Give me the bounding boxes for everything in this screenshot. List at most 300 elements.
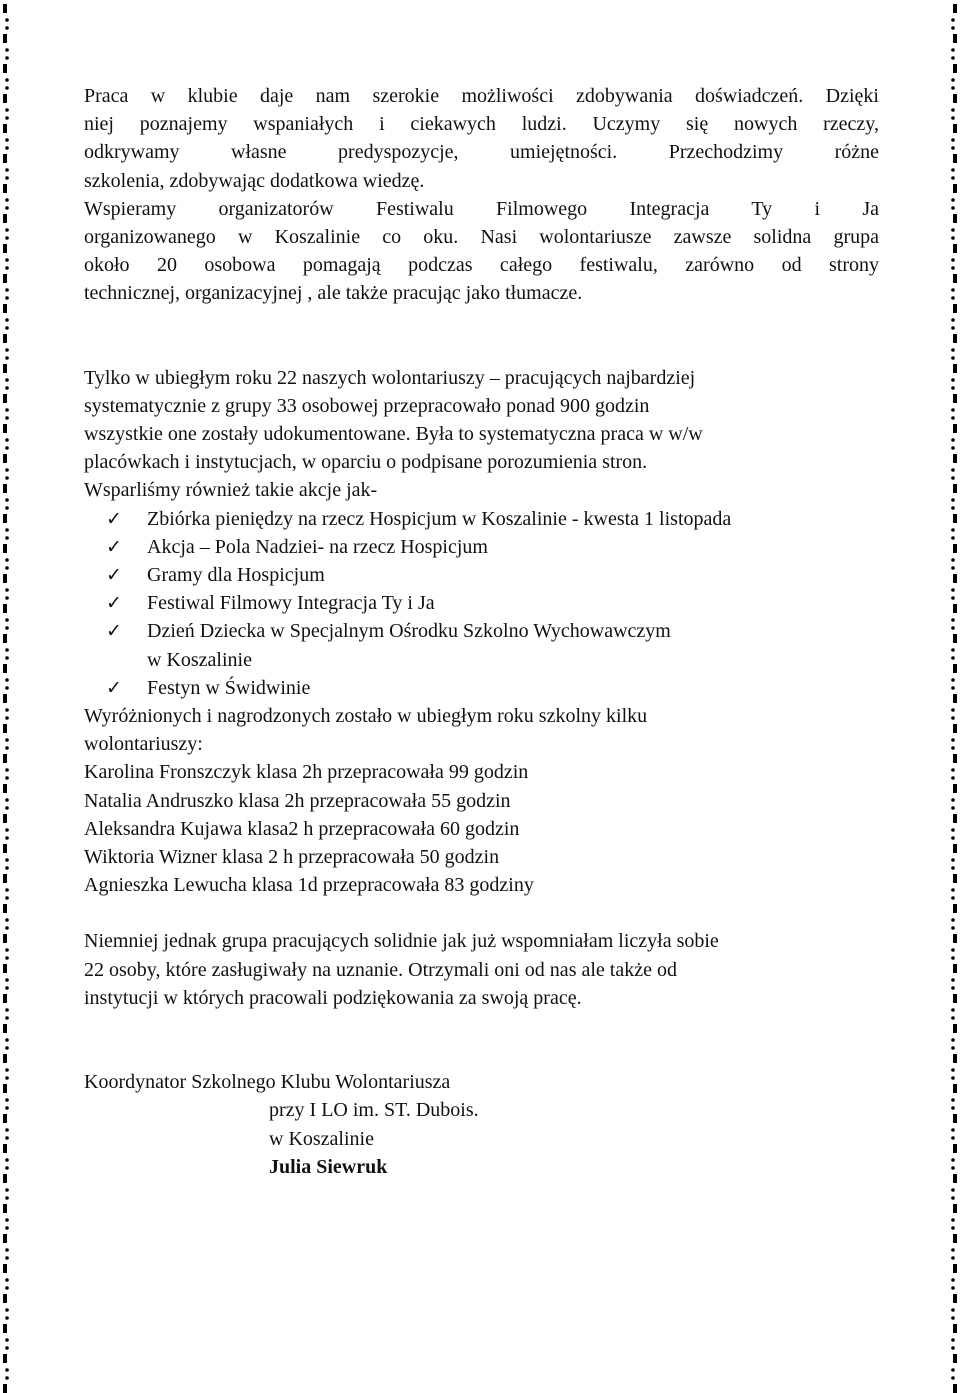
border-ornament [951,836,955,840]
border-ornament [953,874,957,883]
border-ornament [951,798,955,802]
border-ornament [953,634,957,643]
border-ornament [951,1068,955,1072]
border-ornament [953,1384,957,1393]
border-ornament [951,48,955,52]
border-ornament [5,716,9,720]
border-ornament [951,708,955,712]
text-line: 22 osoby, które zasługiwały na uznanie. Otrzymali oni od nas ale także od [84,958,677,981]
border-ornament [3,604,7,613]
checkmark-icon: ✓ [106,564,122,587]
border-ornament [951,596,955,600]
text-line: Niemniej jednak grupa pracujących solidnie jak już wspomniałam liczyła sobie [84,930,719,953]
list-item-text-continued: w Koszalinie [147,648,252,671]
border-ornament [953,754,957,763]
border-ornament [951,1076,955,1080]
border-ornament [951,1338,955,1342]
border-ornament [951,1226,955,1230]
border-ornament [3,1354,7,1363]
border-ornament [5,438,9,442]
border-ornament [953,1084,957,1093]
border-ornament [953,994,957,1003]
border-ornament [5,506,9,510]
volunteer-list [84,758,879,899]
border-ornament [5,26,9,30]
border-ornament [951,1278,955,1282]
border-ornament [953,514,957,523]
text-line: instytucji w których pracowali podziękowania za swoją pracę. [84,986,582,1009]
border-ornament [953,694,957,703]
border-ornament [953,1324,957,1333]
border-ornament [3,484,7,493]
border-ornament [951,378,955,382]
border-ornament [951,648,955,652]
border-ornament [3,364,7,373]
border-ornament [951,1188,955,1192]
border-ornament [951,1136,955,1140]
border-ornament [5,138,9,142]
border-ornament [5,378,9,382]
border-ornament [5,678,9,682]
border-ornament [951,506,955,510]
border-ornament [953,1024,957,1033]
border-ornament [953,214,957,223]
border-ornament [951,566,955,570]
text-line: Wyróżnionych i nagrodzonych zostało w ubiegłym roku szkolny kilku [84,705,648,728]
border-ornament [5,686,9,690]
border-ornament [951,26,955,30]
border-ornament [5,498,9,502]
border-ornament [951,468,955,472]
border-ornament [951,498,955,502]
text-line: organizowanego w Koszalinie co oku. Nasi wolontariusze zawsze solidna grupa [84,226,879,249]
border-ornament [951,138,955,142]
border-ornament [5,446,9,450]
border-ornament [951,408,955,412]
border-ornament [5,1098,9,1102]
border-ornament [5,206,9,210]
border-ornament [951,86,955,90]
border-ornament [3,874,7,883]
border-ornament [951,626,955,630]
border-ornament [951,528,955,532]
border-ornament [5,866,9,870]
border-ornament [3,1174,7,1183]
border-ornament [953,964,957,973]
border-ornament [5,1376,9,1380]
border-ornament [953,454,957,463]
border-ornament [951,1038,955,1042]
border-ornament [951,948,955,952]
border-ornament [953,904,957,913]
border-ornament [953,244,957,253]
text-line: technicznej, organizacyjnej , ale także pracując jako tłumacze. [84,282,583,305]
border-ornament [951,768,955,772]
border-ornament [5,318,9,322]
border-ornament [951,1256,955,1260]
border-ornament [951,776,955,780]
border-ornament [951,266,955,270]
border-ornament [5,1046,9,1050]
border-ornament [5,828,9,832]
border-ornament [5,258,9,262]
actions-checklist [84,505,879,702]
border-ornament [5,1316,9,1320]
paragraph-last-year-work [84,364,879,505]
text-line: Wsparliśmy również takie akcje jak- [84,479,378,502]
border-ornament [953,64,957,73]
border-ornament [951,618,955,622]
border-ornament [5,356,9,360]
border-ornament [951,1158,955,1162]
border-ornament [951,588,955,592]
border-ornament [3,694,7,703]
border-ornament [951,656,955,660]
paragraph-club-experience [84,82,879,308]
border-ornament [953,1264,957,1273]
border-ornament [3,94,7,103]
border-ornament [951,716,955,720]
border-ornament [5,1346,9,1350]
border-ornament [953,484,957,493]
border-ornament [5,288,9,292]
border-ornament [951,258,955,262]
list-item [84,505,879,533]
border-ornament [5,918,9,922]
border-ornament [3,124,7,133]
border-ornament [5,1226,9,1230]
border-ornament [3,904,7,913]
border-ornament [953,1114,957,1123]
border-ornament [5,468,9,472]
border-ornament [5,986,9,990]
border-ornament [5,348,9,352]
text-line: odkrywamy własne predyspozycje, umiejętności. Przechodzimy różne [84,141,879,164]
list-item [84,561,879,589]
border-ornament [3,994,7,1003]
border-ornament [5,146,9,150]
text-line: wolontariuszy: [84,733,203,756]
border-ornament [951,1248,955,1252]
volunteer-entry: Natalia Andruszko klasa 2h przepracowała 55 godzin [84,789,511,812]
text-line: Praca w klubie daje nam szerokie możliwości zdobywania doświadczeń. Dzięki [84,85,879,107]
list-item [84,589,879,617]
border-ornament [951,806,955,810]
border-ornament [3,64,7,73]
border-ornament [5,536,9,540]
border-ornament [5,626,9,630]
border-ornament [953,304,957,313]
border-ornament [951,416,955,420]
border-ornament [951,828,955,832]
signature-role: Koordynator Szkolnego Klubu Wolontariusza [84,1071,451,1094]
border-ornament [951,1046,955,1050]
border-ornament [5,1248,9,1252]
border-ornament [953,154,957,163]
border-ornament [3,1384,7,1393]
border-ornament [5,86,9,90]
border-ornament [951,1106,955,1110]
border-ornament [5,296,9,300]
border-ornament [5,416,9,420]
border-ornament [5,408,9,412]
border-ornament [951,296,955,300]
border-ornament [951,176,955,180]
checkmark-icon: ✓ [106,620,122,643]
text-line: około 20 osobowa pomagają podczas całego festiwalu, zarówno od strony [84,254,879,277]
border-ornament [5,746,9,750]
border-ornament [3,1024,7,1033]
border-ornament [951,1128,955,1132]
border-ornament [3,544,7,553]
list-item-text: Festiwal Filmowy Integracja Ty i Ja [147,592,435,615]
border-ornament [5,1128,9,1132]
border-ornament [953,1144,957,1153]
checkmark-icon: ✓ [106,676,122,699]
border-ornament [5,236,9,240]
signature-block [84,1068,879,1181]
border-ornament [951,348,955,352]
text-line: wszystkie one zostały udokumentowane. Była to systematyczna praca w w/w [84,423,703,446]
border-ornament [953,814,957,823]
border-ornament [5,386,9,390]
volunteer-entry: Agnieszka Lewucha klasa 1d przepracowała 83 godziny [84,874,534,897]
border-ornament [951,858,955,862]
border-ornament [3,244,7,253]
border-ornament [5,1218,9,1222]
text-line: szkolenia, zdobywając dodatkowa wiedzę. [84,169,425,192]
border-ornament [5,776,9,780]
border-ornament [5,1196,9,1200]
border-ornament [5,618,9,622]
list-item-text: Gramy dla Hospicjum [147,564,325,587]
border-ornament [951,1308,955,1312]
border-ornament [953,94,957,103]
border-ornament [953,724,957,733]
border-ornament [951,896,955,900]
border-ornament [5,1338,9,1342]
border-ornament [5,558,9,562]
border-ornament [951,1008,955,1012]
border-ornament [951,288,955,292]
border-ornament [951,678,955,682]
border-ornament [951,476,955,480]
border-ornament [953,1204,957,1213]
border-ornament [951,228,955,232]
border-ornament [3,574,7,583]
border-ornament [951,318,955,322]
border-ornament [951,206,955,210]
border-ornament [5,1038,9,1042]
border-ornament [953,364,957,373]
list-item-text: Dzień Dziecka w Specjalnym Ośrodku Szkolno Wychowawczym [147,620,671,643]
border-ornament [5,1008,9,1012]
border-ornament [3,184,7,193]
border-ornament [951,918,955,922]
border-ornament [5,78,9,82]
border-ornament [5,1286,9,1290]
checkmark-icon: ✓ [106,592,122,615]
border-ornament [953,844,957,853]
border-ornament [951,986,955,990]
border-ornament [5,948,9,952]
border-ornament [951,1286,955,1290]
border-ornament [953,784,957,793]
border-ornament [5,228,9,232]
paragraph-acknowledgement [84,927,879,1012]
border-ornament [5,116,9,120]
border-ornament [5,926,9,930]
border-ornament [953,1054,957,1063]
border-ornament [953,334,957,343]
border-ornament [5,528,9,532]
border-ornament [5,596,9,600]
border-ornament [951,926,955,930]
border-ornament [5,896,9,900]
border-ornament [5,168,9,172]
border-ornament [5,956,9,960]
signature-school: przy I LO im. ST. Dubois. [269,1099,479,1122]
border-ornament [3,1264,7,1273]
border-ornament [3,394,7,403]
list-item [84,617,879,673]
border-ornament [3,844,7,853]
border-ornament [951,1098,955,1102]
border-ornament [951,978,955,982]
border-ornament [5,18,9,22]
checkmark-icon: ✓ [106,535,122,558]
border-ornament [3,214,7,223]
border-ornament [5,1136,9,1140]
border-ornament [951,18,955,22]
text-line: systematycznie z grupy 33 osobowej przepracowało ponad 900 godzin [84,394,650,417]
border-ornament [951,558,955,562]
text-line: Wspieramy organizatorów Festiwalu Filmowego Integracja Ty i Ja [84,197,879,220]
border-ornament [5,1106,9,1110]
border-ornament [5,798,9,802]
border-ornament [3,154,7,163]
border-ornament [953,544,957,553]
border-ornament [5,198,9,202]
border-ornament [951,236,955,240]
document-page [84,82,879,1181]
border-ornament [953,934,957,943]
checkmark-icon: ✓ [106,507,122,530]
border-ornament [5,1158,9,1162]
border-ornament [3,1114,7,1123]
border-ornament [5,326,9,330]
border-ornament [951,1166,955,1170]
border-ornament [951,386,955,390]
list-item [84,533,879,561]
border-ornament [951,356,955,360]
page-border-left [0,0,14,1393]
border-ornament [953,604,957,613]
border-ornament [951,168,955,172]
border-ornament [5,266,9,270]
border-ornament [953,1294,957,1303]
text-line: Tylko w ubiegłym roku 22 naszych wolontariuszy – pracujących najbardziej [84,366,696,389]
border-ornament [951,146,955,150]
border-ornament [3,304,7,313]
border-ornament [3,334,7,343]
list-item [84,674,879,702]
border-ornament [953,574,957,583]
border-ornament [951,536,955,540]
border-ornament [953,34,957,43]
volunteer-entry: Wiktoria Wizner klasa 2 h przepracowała 50 godzin [84,846,500,869]
border-ornament [951,1016,955,1020]
border-ornament [951,1316,955,1320]
signature-name: Julia Siewruk [269,1155,388,1178]
border-ornament [951,1218,955,1222]
border-ornament [951,1368,955,1372]
border-ornament [951,888,955,892]
border-ornament [951,1196,955,1200]
border-ornament [3,964,7,973]
border-ornament [3,1054,7,1063]
border-ornament [5,978,9,982]
border-ornament [5,1308,9,1312]
border-ornament [951,326,955,330]
border-ornament [5,858,9,862]
border-ornament [951,956,955,960]
border-ornament [3,1234,7,1243]
border-ornament [3,934,7,943]
border-ornament [5,708,9,712]
border-ornament [3,1084,7,1093]
border-ornament [951,116,955,120]
border-ornament [5,1256,9,1260]
border-ornament [5,1166,9,1170]
border-ornament [5,588,9,592]
border-ornament [953,274,957,283]
border-ornament [3,664,7,673]
border-ornament [951,738,955,742]
border-ornament [3,1294,7,1303]
border-ornament [5,1368,9,1372]
border-ornament [953,1234,957,1243]
border-ornament [5,1278,9,1282]
border-ornament [953,1354,957,1363]
border-ornament [951,1376,955,1380]
list-item-text: Akcja – Pola Nadziei- na rzecz Hospicjum [147,535,488,558]
border-ornament [5,1188,9,1192]
border-ornament [5,176,9,180]
border-ornament [5,1076,9,1080]
border-ornament [951,438,955,442]
border-ornament [951,446,955,450]
volunteer-entry: Karolina Fronszczyk klasa 2h przepracowała 99 godzin [84,761,529,784]
border-ornament [5,768,9,772]
list-item-text: Zbiórka pieniędzy na rzecz Hospicjum w Koszalinie - kwesta 1 listopada [147,507,732,530]
border-ornament [5,1068,9,1072]
text-line: niej poznajemy wspaniałych i ciekawych ludzi. Uczymy się nowych rzeczy, [84,113,879,136]
list-item-text: Festyn w Świdwinie [147,676,311,699]
border-ornament [3,724,7,733]
border-ornament [5,806,9,810]
border-ornament [951,866,955,870]
border-ornament [951,56,955,60]
border-ornament [953,424,957,433]
volunteer-entry: Aleksandra Kujawa klasa2 h przepracowała 60 godzin [84,817,520,840]
border-ornament [953,4,957,13]
border-ornament [5,648,9,652]
awards-intro [84,702,879,758]
border-ornament [951,746,955,750]
border-ornament [951,686,955,690]
page-border-right [946,0,960,1393]
